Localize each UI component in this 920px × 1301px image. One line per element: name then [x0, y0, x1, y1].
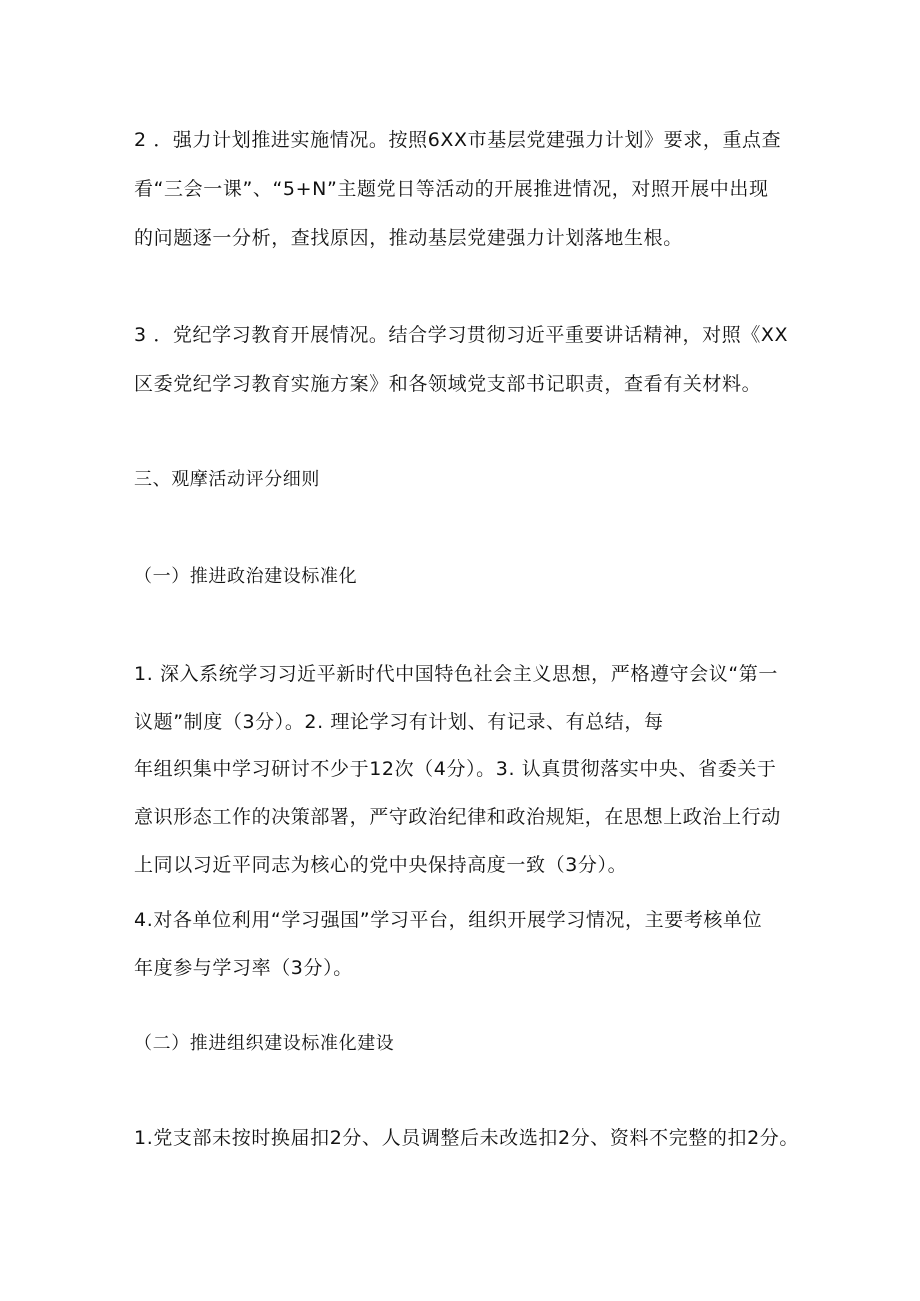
subsection-1-line-4: 意识形态工作的决策部署，严守政治纪律和政治规矩，在思想上政治上行动 — [134, 806, 781, 828]
paragraph-3-line-1: 3 ．党纪学习教育开展情况。结合学习贯彻习近平重要讲话精神，对照《XX — [134, 324, 789, 346]
subsection-1-line-5: 上同以习近平同志为核心的党中央保持高度一致（3分）。 — [134, 854, 628, 876]
subsection-2-line-1: 1.党支部未按时换届扣2分、人员调整后未改选扣2分、资料不完整的扣2分。 — [134, 1127, 799, 1149]
subsection-1-line-6: 4.对各单位利用“学习强国”学习平台，组织开展学习情况，主要考核单位 — [134, 909, 763, 931]
paragraph-3-line-2: 区委党纪学习教育实施方案》和各领域党支部书记职责，查看有关材料。 — [134, 373, 762, 395]
paragraph-2-line-2: 看“三会一课”、“5+N”主题党日等活动的开展推进情况，对照开展中出现 — [134, 178, 769, 200]
paragraph-2-line-3: 的问题逐一分析，查找原因，推动基层党建强力计划落地生根。 — [134, 227, 683, 249]
subsection-2-heading: （二）推进组织建设标准化建设 — [134, 1033, 395, 1054]
section-heading: 三、观摩活动评分细则 — [134, 469, 320, 490]
subsection-1-line-3: 年组织集中学习研讨不少于12次（4分）。3. 认真贯彻落实中央、省委关于 — [134, 758, 777, 780]
paragraph-2-line-1: 2 ．强力计划推进实施情况。按照6XX市基层党建强力计划》要求，重点查 — [134, 129, 782, 151]
subsection-1-line-7: 年度参与学习率（3分）。 — [134, 957, 353, 979]
subsection-1-heading: （一）推进政治建设标准化 — [134, 566, 358, 587]
subsection-1-line-2: 议题”制度（3分）。2. 理论学习有计划、有记录、有总结，每 — [134, 711, 664, 733]
subsection-1-line-1: 1. 深入系统学习习近平新时代中国特色社会主义思想，严格遵守会议“第一 — [134, 663, 779, 685]
